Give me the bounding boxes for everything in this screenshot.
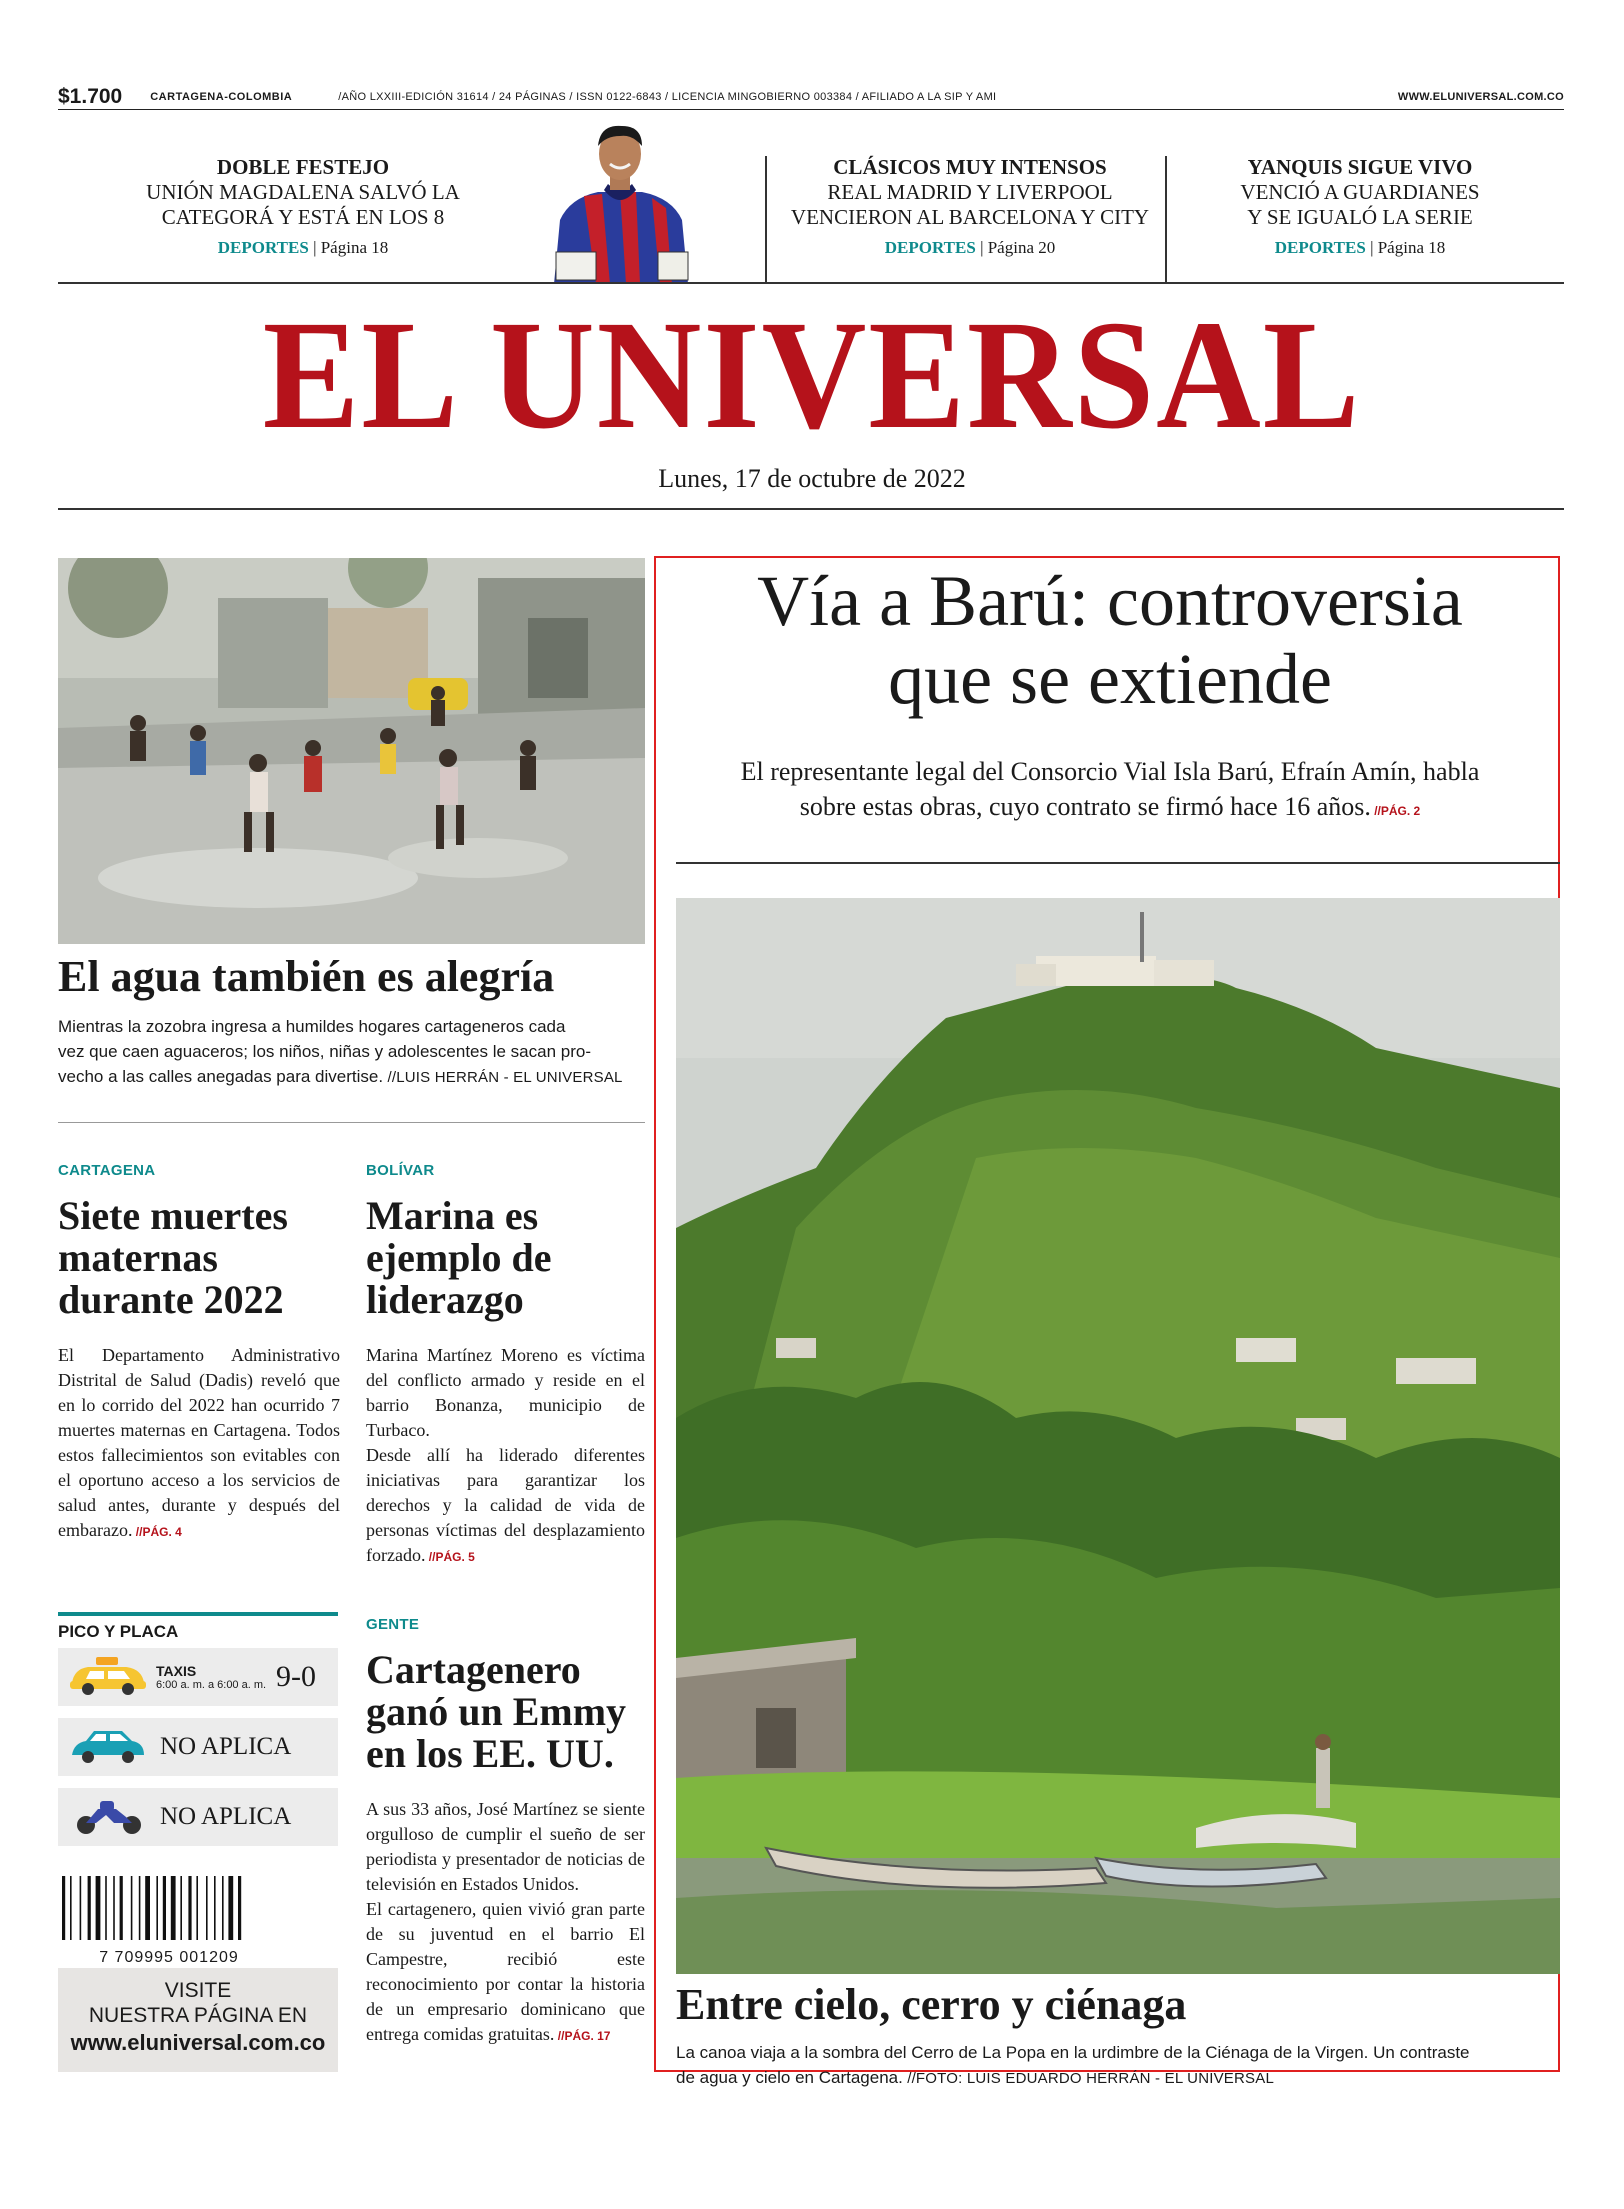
edition-info-bar [58, 84, 1564, 110]
teaser-section: DEPORTES [1274, 238, 1366, 257]
story-headline[interactable] [366, 1195, 645, 1321]
moto-restriction: NO APLICA [160, 1803, 292, 1830]
story-headline[interactable] [366, 1649, 645, 1775]
lead-deck-line-last [670, 789, 1550, 829]
lead-deck-line: El representante legal del Consorcio Vial Isla Barú, Efraín Amín, habla [740, 757, 1480, 786]
photo-credit: //FOTO: LUIS EDUARDO HERRÁN - EL UNIVERSAL [902, 2070, 1274, 2087]
story-gente [366, 1616, 645, 2049]
pyp-car-row [58, 1718, 338, 1776]
lead-story-title[interactable] [670, 562, 1550, 718]
body-text: Marina Martínez Moreno es víctima del conflicto armado y reside en el barrio Bonanza, municipio de Turbaco. [366, 1345, 645, 1440]
visit-line: NUESTRA PÁGINA EN [88, 2004, 308, 2027]
taxi-label: TAXIS [156, 1663, 197, 1679]
teaser-ref [780, 238, 1160, 258]
page-ref[interactable]: //PÁG. 2 [1370, 804, 1421, 818]
car-restriction: NO APLICA [160, 1733, 292, 1760]
teaser-ref [118, 238, 488, 258]
page-ref[interactable]: //PÁG. 4 [132, 1525, 182, 1539]
lead-photo-headline[interactable]: Entre cielo, cerro y ciénaga [676, 1980, 1187, 2029]
photo-story-text: vez que caen aguaceros; los niños, niñas y adolescentes le sacan pro- [58, 1042, 591, 1061]
teaser-page: | Página 20 [980, 238, 1056, 257]
barcode-bars [58, 1876, 280, 1942]
caption-text-last [676, 2065, 1560, 2091]
page-ref[interactable]: //PÁG. 17 [554, 2029, 611, 2043]
headline-line: maternas [58, 1235, 218, 1280]
photo-story-text-last [58, 1064, 645, 1090]
teaser-text: CATEGORÁ Y ESTÁ EN LOS 8 [161, 205, 445, 229]
visit-website-box[interactable] [58, 1968, 338, 2072]
motorcycle-icon [70, 1793, 150, 1842]
teaser-headline: YANQUIS SIGUE VIVO [1247, 155, 1473, 179]
teaser-yanquis[interactable] [1190, 155, 1530, 258]
barcode-number: 7 709995 001209 [99, 1949, 239, 1966]
teaser-section: DEPORTES [884, 238, 976, 257]
story-body [58, 1343, 340, 1545]
photo-story-blurb [58, 1014, 645, 1090]
teaser-text: UNIÓN MAGDALENA SALVÓ LA [146, 180, 460, 204]
lead-title-line: que se extiende [888, 639, 1332, 719]
lead-deck-text: sobre estas obras, cuyo contrato se firmó hace 16 años. [799, 792, 1371, 821]
teaser-clasicos[interactable] [780, 155, 1160, 258]
kids-in-rain-photo [58, 558, 645, 944]
cerro-la-popa-photo [676, 898, 1560, 1974]
page-ref[interactable]: //PÁG. 5 [425, 1550, 475, 1564]
masthead-bottom-rule [58, 508, 1564, 510]
lead-title-line: Vía a Barú: controversia [757, 561, 1463, 641]
teaser-union-magdalena[interactable] [118, 155, 488, 258]
dateline: Lunes, 17 de octubre de 2022 [658, 464, 966, 493]
headline-line: Siete muertes [58, 1193, 288, 1238]
photo-story-text: Mientras la zozobra ingresa a humildes hogares cartageneros cada [58, 1017, 566, 1036]
body-text: A sus 33 años, José Martínez se siente orgulloso de cumplir el sueño de ser periodista y presentador de noticias de televisión en Estados Unidos. [366, 1799, 645, 1894]
column-rule [58, 1122, 645, 1123]
photo-story-headline[interactable]: El agua también es alegría [58, 952, 555, 1001]
visit-url[interactable]: www.eluniversal.com.co [70, 2030, 326, 2055]
masthead-logo: EL UNIVERSAL [262, 288, 1362, 461]
pyp-top-rule [58, 1612, 338, 1616]
headline-line: ejemplo de [366, 1235, 552, 1280]
headline-line: Cartagenero [366, 1647, 581, 1692]
body-text: El Departamento Administrativo Distrital de Salud (Dadis) reveló que en lo corrido del 2022 han ocurrido 7 muertes maternas en Cartagena. Todos estos fallecimientos son evitables con el oportuno acceso a los servicios de salud antes, durante y después del embarazo. [58, 1345, 340, 1540]
lead-deck-rule [676, 862, 1560, 864]
teaser-text: REAL MADRID Y LIVERPOOL [827, 180, 1113, 204]
headline-line: durante 2022 [58, 1277, 284, 1322]
teaser-section: DEPORTES [217, 238, 309, 257]
edition-meta: /AÑO LXXIII-EDICIÓN 31614 / 24 PÁGINAS / ISSN 0122-6843 / LICENCIA MINGOBIERNO 003384 / AFILIADO A LA SIP Y AMI [338, 90, 997, 103]
story-body [366, 1343, 645, 1570]
teaser-divider [765, 156, 767, 282]
caption-text: de agua y cielo en Cartagena. [676, 2068, 903, 2087]
section-tag: GENTE [366, 1616, 420, 1633]
pico-y-placa-title: PICO Y PLACA [58, 1622, 179, 1641]
website-link[interactable]: WWW.ELUNIVERSAL.COM.CO [1397, 90, 1564, 103]
teaser-text: VENCIERON AL BARCELONA Y CITY [790, 205, 1150, 229]
teaser-headline: DOBLE FESTEJO [216, 155, 390, 179]
section-tag: CARTAGENA [58, 1162, 156, 1179]
teaser-page: | Página 18 [1370, 238, 1446, 257]
player-photo [536, 124, 704, 284]
teaser-text: VENCIÓ A GUARDIANES [1240, 180, 1480, 204]
visit-line: VISITE [164, 1979, 232, 2002]
caption-text: La canoa viaja a la sombra del Cerro de La Popa en la urdimbre de la Ciénaga de la Virgen. Un contraste [676, 2043, 1470, 2062]
taxi-restriction: 9-0 [276, 1660, 316, 1693]
teaser-headline: CLÁSICOS MUY INTENSOS [833, 155, 1107, 179]
teaser-bottom-rule [58, 282, 1564, 284]
barcode [58, 1876, 280, 1966]
headline-line: en los EE. UU. [366, 1731, 614, 1776]
story-cartagena [58, 1162, 340, 1545]
headline-line: ganó un Emmy [366, 1689, 627, 1734]
photo-story-text: vecho a las calles anegadas para divertise. [58, 1067, 384, 1086]
price: $1.700 [58, 84, 123, 108]
headline-line: liderazgo [366, 1277, 524, 1322]
headline-line: Marina es [366, 1193, 539, 1238]
taxi-schedule [156, 1663, 276, 1691]
body-text: Desde allí ha liderado diferentes iniciativas para garantizar los derechos y la calidad de vida de personas víctimas del desplazamiento forzado. [366, 1445, 645, 1565]
taxi-hours: 6:00 a. m. a 6:00 a. m. [156, 1679, 267, 1691]
section-tag: BOLÍVAR [366, 1162, 435, 1179]
story-headline[interactable] [58, 1195, 340, 1321]
body-text-last [366, 1443, 645, 1570]
photo-credit: //LUIS HERRÁN - EL UNIVERSAL [383, 1069, 623, 1086]
story-bolivar [366, 1162, 645, 1570]
teaser-text: Y SE IGUALÓ LA SERIE [1247, 205, 1473, 229]
city-label: CARTAGENA-COLOMBIA [150, 90, 293, 103]
lead-story-deck [670, 754, 1550, 829]
body-text: El cartagenero, quien vivió gran parte de su juventud en el barrio El Campestre, recibió este reconocimiento por contar la historia de un empresario dominicano que entrega comidas gratuitas. [366, 1899, 645, 2044]
car-icon [66, 1723, 150, 1772]
pyp-taxi-row [58, 1648, 338, 1706]
teaser-page: | Página 18 [313, 238, 389, 257]
body-text-last [366, 1897, 645, 2049]
teaser-divider [1165, 156, 1167, 282]
pyp-moto-row [58, 1788, 338, 1846]
story-body [366, 1797, 645, 2049]
teaser-ref [1190, 238, 1530, 258]
taxi-icon [66, 1653, 150, 1702]
lead-photo-caption [676, 2040, 1560, 2091]
